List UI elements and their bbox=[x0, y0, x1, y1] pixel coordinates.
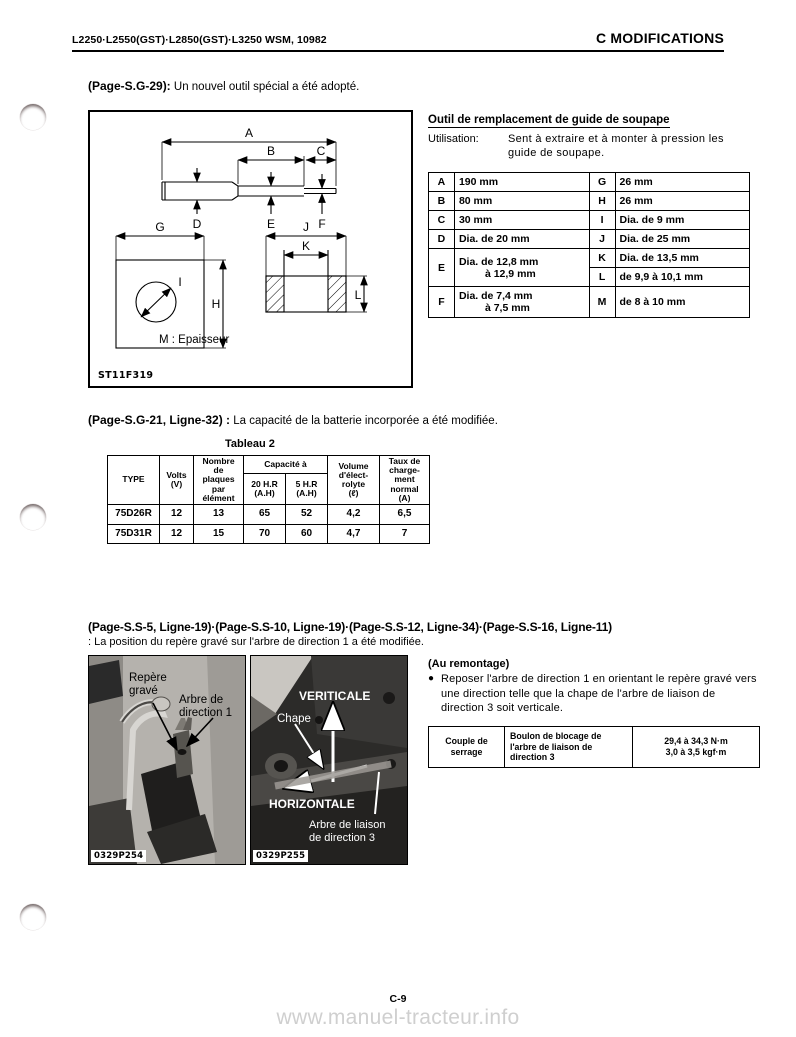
header-section-title: C MODIFICATIONS bbox=[596, 30, 724, 46]
dim-label-J: J bbox=[303, 220, 309, 234]
spec-value: 26 mm bbox=[615, 192, 750, 211]
table-row bbox=[429, 230, 750, 249]
photo2-svg bbox=[251, 656, 407, 864]
torque-label: Couple de serrage bbox=[429, 727, 505, 768]
section1-heading-text: Un nouvel outil spécial a été adopté. bbox=[173, 81, 360, 93]
spec-key: L bbox=[589, 268, 615, 287]
photo2-label-link-line1: Arbre de liaison bbox=[309, 819, 386, 831]
battery-specification-table bbox=[107, 455, 430, 544]
spec-value: 30 mm bbox=[454, 211, 589, 230]
photo2-label-vertical: VERITICALE bbox=[299, 689, 371, 703]
bullet-icon: ● bbox=[428, 673, 435, 684]
thickness-note: M : Epaisseur bbox=[159, 334, 230, 346]
spec-key: A bbox=[429, 173, 455, 192]
photo1-code: 0329P254 bbox=[91, 850, 146, 862]
cell-volts: 12 bbox=[160, 504, 194, 524]
spec-key: J bbox=[589, 230, 615, 249]
spec-value: 190 mm bbox=[454, 173, 589, 192]
dim-label-E: E bbox=[266, 217, 276, 231]
table-row bbox=[429, 727, 760, 768]
figure-code: ST11F319 bbox=[98, 370, 154, 381]
spec-value: Dia. de 12,8 mm à 12,9 mm bbox=[454, 249, 589, 287]
col-header-cap-20hr: 20 H.R (A.H) bbox=[244, 473, 286, 504]
section2-page-ref: (Page-S.G-21, Ligne-32) : bbox=[88, 413, 231, 427]
section3-page-refs: (Page-S.S-5, Ligne-19)·(Page-S.S-10, Ligne-19)·(Page-S.S-12, Ligne-34)·(Page-S.S-16, Ligne-11) bbox=[88, 620, 613, 634]
cell-type: 75D31R bbox=[108, 524, 160, 544]
torque-table-body bbox=[429, 727, 760, 768]
dim-label-L: L bbox=[354, 288, 362, 302]
photo1-label-mark-line2: gravé bbox=[129, 685, 158, 697]
dim-label-A: A bbox=[244, 126, 254, 140]
table-row bbox=[429, 192, 750, 211]
spec-key: D bbox=[429, 230, 455, 249]
col-header-cap-5hr: 5 H.R (A.H) bbox=[286, 473, 328, 504]
col-header-capacite: Capacité à bbox=[244, 456, 328, 474]
tool-description-block bbox=[428, 110, 748, 161]
photo2-label-chape: Chape bbox=[277, 713, 311, 725]
spec-value: 80 mm bbox=[454, 192, 589, 211]
table-row bbox=[108, 524, 430, 544]
battery-table-caption: Tableau 2 bbox=[225, 438, 275, 450]
cell-volume: 4,2 bbox=[328, 504, 380, 524]
page-number: C-9 bbox=[389, 993, 407, 1005]
battery-table-head bbox=[108, 456, 430, 505]
spec-key: G bbox=[589, 173, 615, 192]
photo1-label-mark-line1: Repère bbox=[129, 672, 167, 684]
spec-value: Dia. de 7,4 mm à 7,5 mm bbox=[454, 287, 589, 318]
section3-heading-text: : La position du repère gravé sur l'arbre de direction 1 a été modifiée. bbox=[88, 636, 424, 648]
torque-value: 29,4 à 34,3 N·m 3,0 à 3,5 kgf·m bbox=[633, 727, 760, 768]
cell-plaques: 13 bbox=[194, 504, 244, 524]
col-header-plaques: Nombre de plaques par élément bbox=[194, 456, 244, 505]
tool-specification-table bbox=[428, 172, 750, 318]
section1-page-ref: (Page-S.G-29): bbox=[88, 79, 171, 93]
cell-cap5: 60 bbox=[286, 524, 328, 544]
table-row bbox=[429, 287, 750, 318]
watermark: www.manuel-tracteur.info bbox=[276, 1006, 520, 1029]
spec-value: Dia. de 9 mm bbox=[615, 211, 750, 230]
spec-value: de 8 à 10 mm bbox=[615, 287, 750, 318]
dim-label-D: D bbox=[192, 217, 202, 231]
photo2-code: 0329P255 bbox=[253, 850, 308, 862]
tool-drawing-svg bbox=[90, 112, 411, 386]
spec-key: M bbox=[589, 287, 615, 318]
section2-heading bbox=[88, 412, 748, 430]
table-row bbox=[429, 173, 750, 192]
photo2-label-link-line2: de direction 3 bbox=[309, 832, 376, 844]
col-header-type: TYPE bbox=[108, 456, 160, 505]
table-row bbox=[429, 249, 750, 268]
dim-label-G: G bbox=[155, 220, 165, 234]
battery-table-body bbox=[108, 504, 430, 544]
spec-value: Dia. de 13,5 mm bbox=[615, 249, 750, 268]
cell-taux: 6,5 bbox=[380, 504, 430, 524]
spec-value: 26 mm bbox=[615, 173, 750, 192]
col-header-volts: Volts (V) bbox=[160, 456, 194, 505]
cell-volts: 12 bbox=[160, 524, 194, 544]
photo1-label-shaft-line1: Arbre de bbox=[179, 694, 224, 706]
cell-cap5: 52 bbox=[286, 504, 328, 524]
cell-cap20: 70 bbox=[244, 524, 286, 544]
dim-label-C: C bbox=[316, 144, 326, 158]
spec-key: B bbox=[429, 192, 455, 211]
section2-heading-text: La capacité de la batterie incorporée a été modifiée. bbox=[233, 415, 498, 427]
page-header bbox=[72, 30, 724, 52]
binder-hole-icon bbox=[20, 504, 46, 530]
table-row bbox=[429, 211, 750, 230]
tool-usage-row bbox=[428, 132, 748, 161]
tool-title: Outil de remplacement de guide de soupape bbox=[428, 114, 670, 126]
spec-key: I bbox=[589, 211, 615, 230]
torque-item: Boulon de blocage de l'arbre de liaison de direction 3 bbox=[505, 727, 633, 768]
photo-link-shaft-orientation bbox=[250, 655, 408, 865]
spec-value: Dia. de 25 mm bbox=[615, 230, 750, 249]
spec-value: Dia. de 20 mm bbox=[454, 230, 589, 249]
photo2-label-horizontal: HORIZONTALE bbox=[269, 797, 355, 811]
photo1-svg bbox=[89, 656, 245, 864]
spec-table-body bbox=[429, 173, 750, 318]
valve-guide-tool-diagram bbox=[88, 110, 413, 388]
dim-label-I: I bbox=[178, 275, 182, 289]
reassembly-subtitle: (Au remontage) bbox=[428, 658, 510, 670]
spec-key: H bbox=[589, 192, 615, 211]
dim-label-B: B bbox=[266, 144, 276, 158]
cell-type: 75D26R bbox=[108, 504, 160, 524]
cell-cap20: 65 bbox=[244, 504, 286, 524]
reassembly-instructions bbox=[428, 658, 760, 716]
table-header-row bbox=[108, 456, 430, 474]
binder-hole-icon bbox=[20, 904, 46, 930]
cell-taux: 7 bbox=[380, 524, 430, 544]
reassembly-bullet-text: Reposer l'arbre de direction 1 en orientant le repère gravé vers une direction telle que la chape de l'arbre de liaison de direction 3 soit verticale. bbox=[441, 673, 757, 715]
dim-label-H: H bbox=[211, 297, 221, 311]
dim-label-K: K bbox=[301, 239, 311, 253]
cell-volume: 4,7 bbox=[328, 524, 380, 544]
reassembly-bullet bbox=[428, 672, 760, 716]
usage-label: Utilisation: bbox=[428, 133, 479, 145]
spec-key: K bbox=[589, 249, 615, 268]
photo1-label-shaft-line2: direction 1 bbox=[179, 707, 233, 719]
table-row bbox=[108, 504, 430, 524]
col-header-taux: Taux de charge- ment normal (A) bbox=[380, 456, 430, 505]
photo-steering-shaft-mark bbox=[88, 655, 246, 865]
spec-value: de 9,9 à 10,1 mm bbox=[615, 268, 750, 287]
binder-hole-icon bbox=[20, 104, 46, 130]
cell-plaques: 15 bbox=[194, 524, 244, 544]
spec-key: F bbox=[429, 287, 455, 318]
usage-text: Sent à extraire et à monter à pression les guide de soupape. bbox=[508, 133, 724, 160]
spec-key: C bbox=[429, 211, 455, 230]
header-model-line: L2250·L2550(GST)·L2850(GST)·L3250 WSM, 10982 bbox=[72, 34, 327, 46]
col-header-volume: Volume d'élect- rolyte (ℓ) bbox=[328, 456, 380, 505]
torque-specification-table bbox=[428, 726, 760, 768]
section1-heading bbox=[88, 78, 748, 96]
section3-heading bbox=[88, 620, 760, 648]
spec-key: E bbox=[429, 249, 455, 287]
dim-label-F: F bbox=[318, 217, 326, 231]
